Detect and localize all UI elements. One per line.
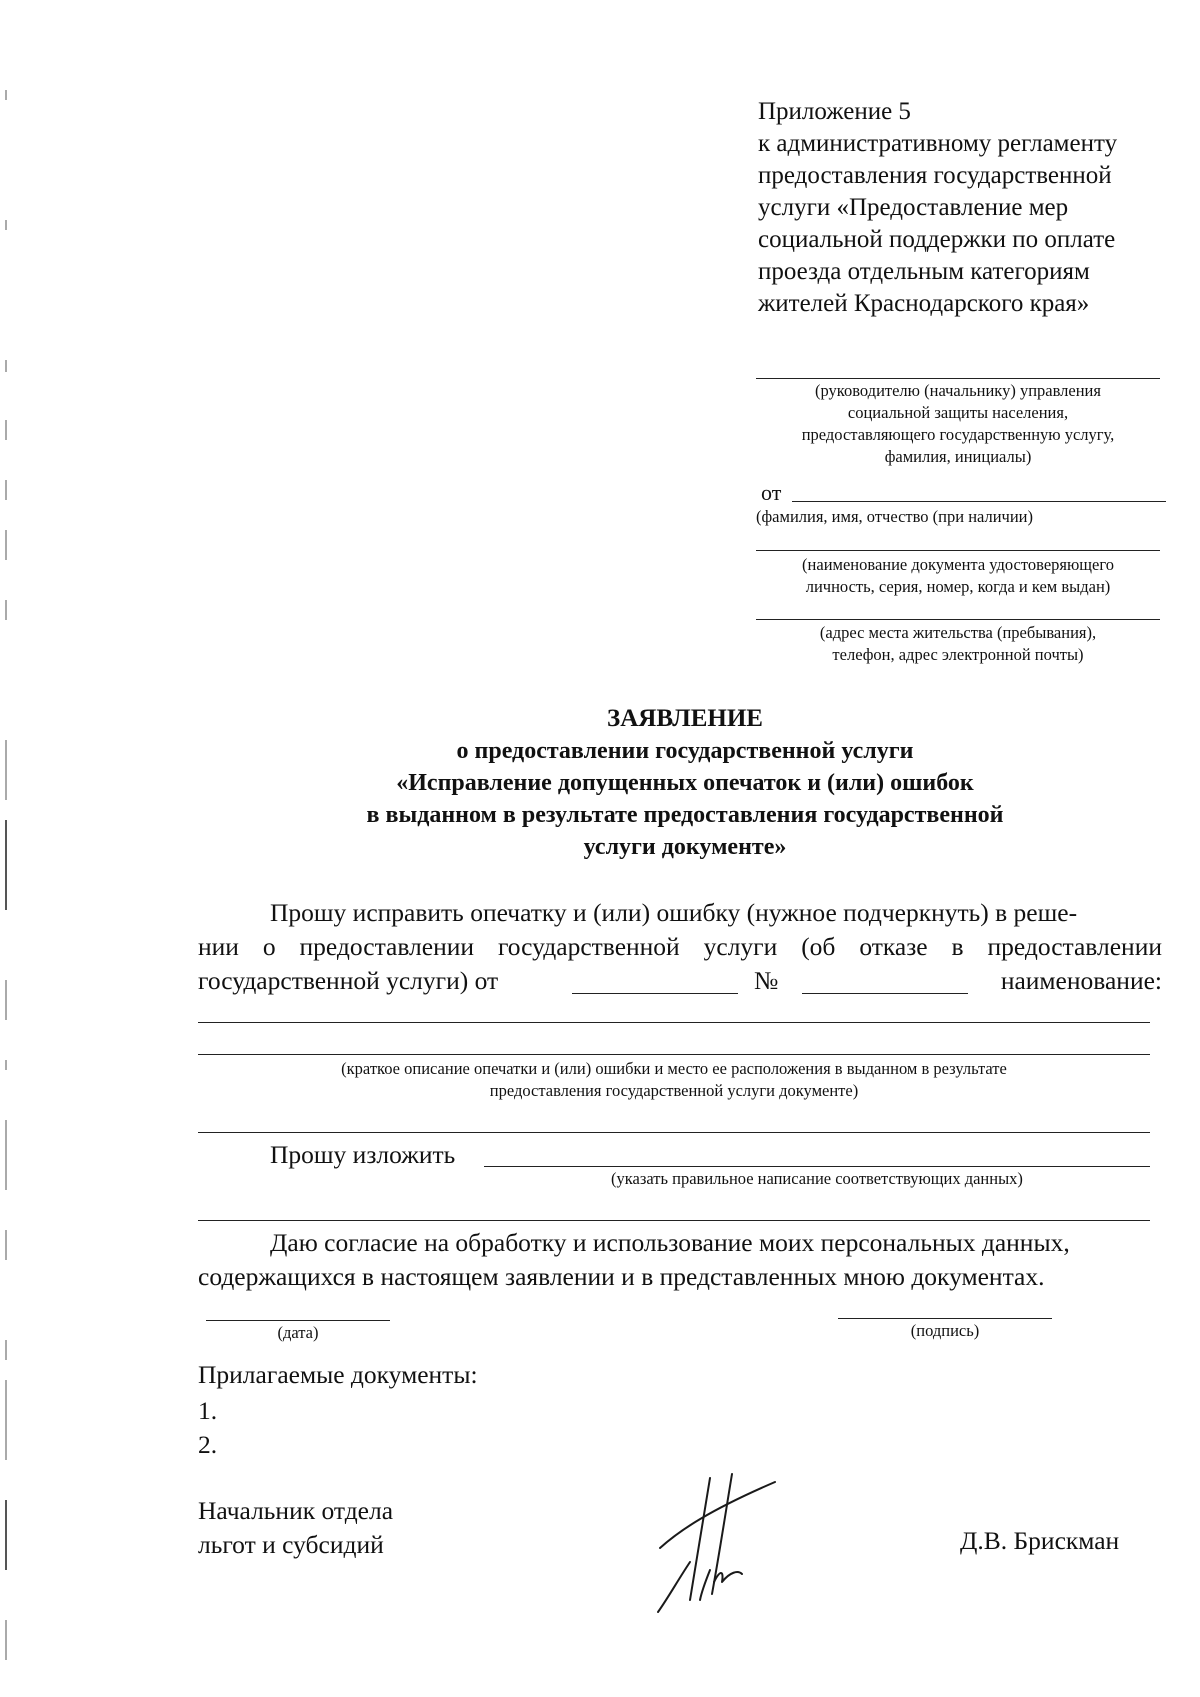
signature-line [838, 1318, 1052, 1319]
attachments-heading: Прилагаемые документы: [198, 1360, 478, 1389]
error-description-line-2 [198, 1054, 1150, 1055]
appendix-line: предоставления государственной [758, 162, 1112, 189]
applicant-name-line [792, 501, 1166, 502]
title-line: о предоставлении государственной услуги [456, 738, 914, 764]
caption-line: (руководителю (начальнику) управления [815, 381, 1101, 400]
caption-line: предоставления государственной услуги документе) [489, 1081, 859, 1100]
appendix-reference [758, 96, 1178, 320]
error-description-caption [198, 1058, 1150, 1102]
error-description-line-3 [198, 1132, 1150, 1133]
request-line-1: Прошу исправить опечатку и (или) ошибку (нужное подчеркнуть) в реше- [270, 898, 1078, 927]
title-line: «Исправление допущенных опечаток и (или) ошибок [396, 770, 974, 796]
scan-margin-marks [0, 60, 12, 1690]
caption-line: (наименование документа удостоверяющего [802, 555, 1114, 574]
error-description-line-1 [198, 1022, 1150, 1023]
signer-name: Д.В. Брискман [960, 1526, 1120, 1555]
appendix-line: Приложение 5 [758, 98, 911, 125]
date-caption: (дата) [277, 1323, 319, 1342]
title-line: в выданном в результате предоставления государственной [366, 802, 1004, 828]
title-line: услуги документе» [583, 834, 787, 860]
identity-document-line [756, 550, 1160, 551]
caption-line: фамилия, инициалы) [884, 447, 1032, 466]
signature-caption: (подпись) [910, 1321, 980, 1340]
consent-line-2: содержащихся в настоящем заявлении и в представленных мною документах. [198, 1262, 1045, 1291]
addressee-head-line [756, 378, 1160, 379]
caption-line: (краткое описание опечатки и (или) ошибки и место ее расположения в выданном в результате [341, 1059, 1007, 1078]
caption-line: социальной защиты населения, [847, 403, 1069, 422]
decision-date-line [572, 993, 738, 994]
signer-position-line-2: льгот и субсидий [198, 1530, 384, 1559]
correct-data-line [484, 1166, 1150, 1167]
request-line-2: нии о предоставлении государственной услуги (об отказе в предоставлении [198, 932, 1162, 961]
state-correctly-label: Прошу изложить [270, 1140, 456, 1169]
appendix-line: социальной поддержки по оплате [758, 226, 1116, 253]
appendix-line: жителей Краснодарского края» [758, 290, 1090, 317]
attachment-item: 2. [198, 1430, 218, 1459]
request-line-3-start: государственной услуги) от [198, 966, 499, 995]
caption-line: личность, серия, номер, когда и кем выдан) [805, 577, 1111, 596]
attachment-item: 1. [198, 1396, 218, 1425]
appendix-line: к административному регламенту [758, 130, 1118, 157]
correct-data-line-2 [198, 1220, 1150, 1221]
address-caption [756, 622, 1160, 666]
date-line [206, 1320, 390, 1321]
caption-line: предоставляющего государственную услугу, [801, 425, 1115, 444]
correct-data-caption: (указать правильное написание соответствующих данных) [611, 1169, 1023, 1188]
identity-document-caption [756, 554, 1160, 598]
title-line: ЗАЯВЛЕНИЕ [607, 705, 763, 732]
signer-position-line-1: Начальник отдела [198, 1496, 394, 1525]
applicant-name-caption: (фамилия, имя, отчество (при наличии) [756, 507, 1034, 526]
document-title [0, 703, 1200, 863]
decision-number-line [802, 993, 968, 994]
address-line [756, 619, 1160, 620]
caption-line: (адрес места жительства (пребывания), [819, 623, 1097, 642]
request-line-3 [198, 964, 1162, 998]
appendix-line: услуги «Предоставление мер [758, 194, 1069, 221]
caption-line: телефон, адрес электронной почты) [832, 645, 1084, 664]
consent-line-1: Даю согласие на обработку и использование моих персональных данных, [270, 1228, 1070, 1257]
request-line-3-end: наименование: [1000, 966, 1162, 995]
number-sign: № [754, 966, 779, 995]
addressee-head-caption [756, 380, 1160, 468]
handwritten-signature [650, 1470, 780, 1620]
from-label: от [761, 480, 782, 505]
appendix-line: проезда отдельным категориям [758, 258, 1090, 285]
